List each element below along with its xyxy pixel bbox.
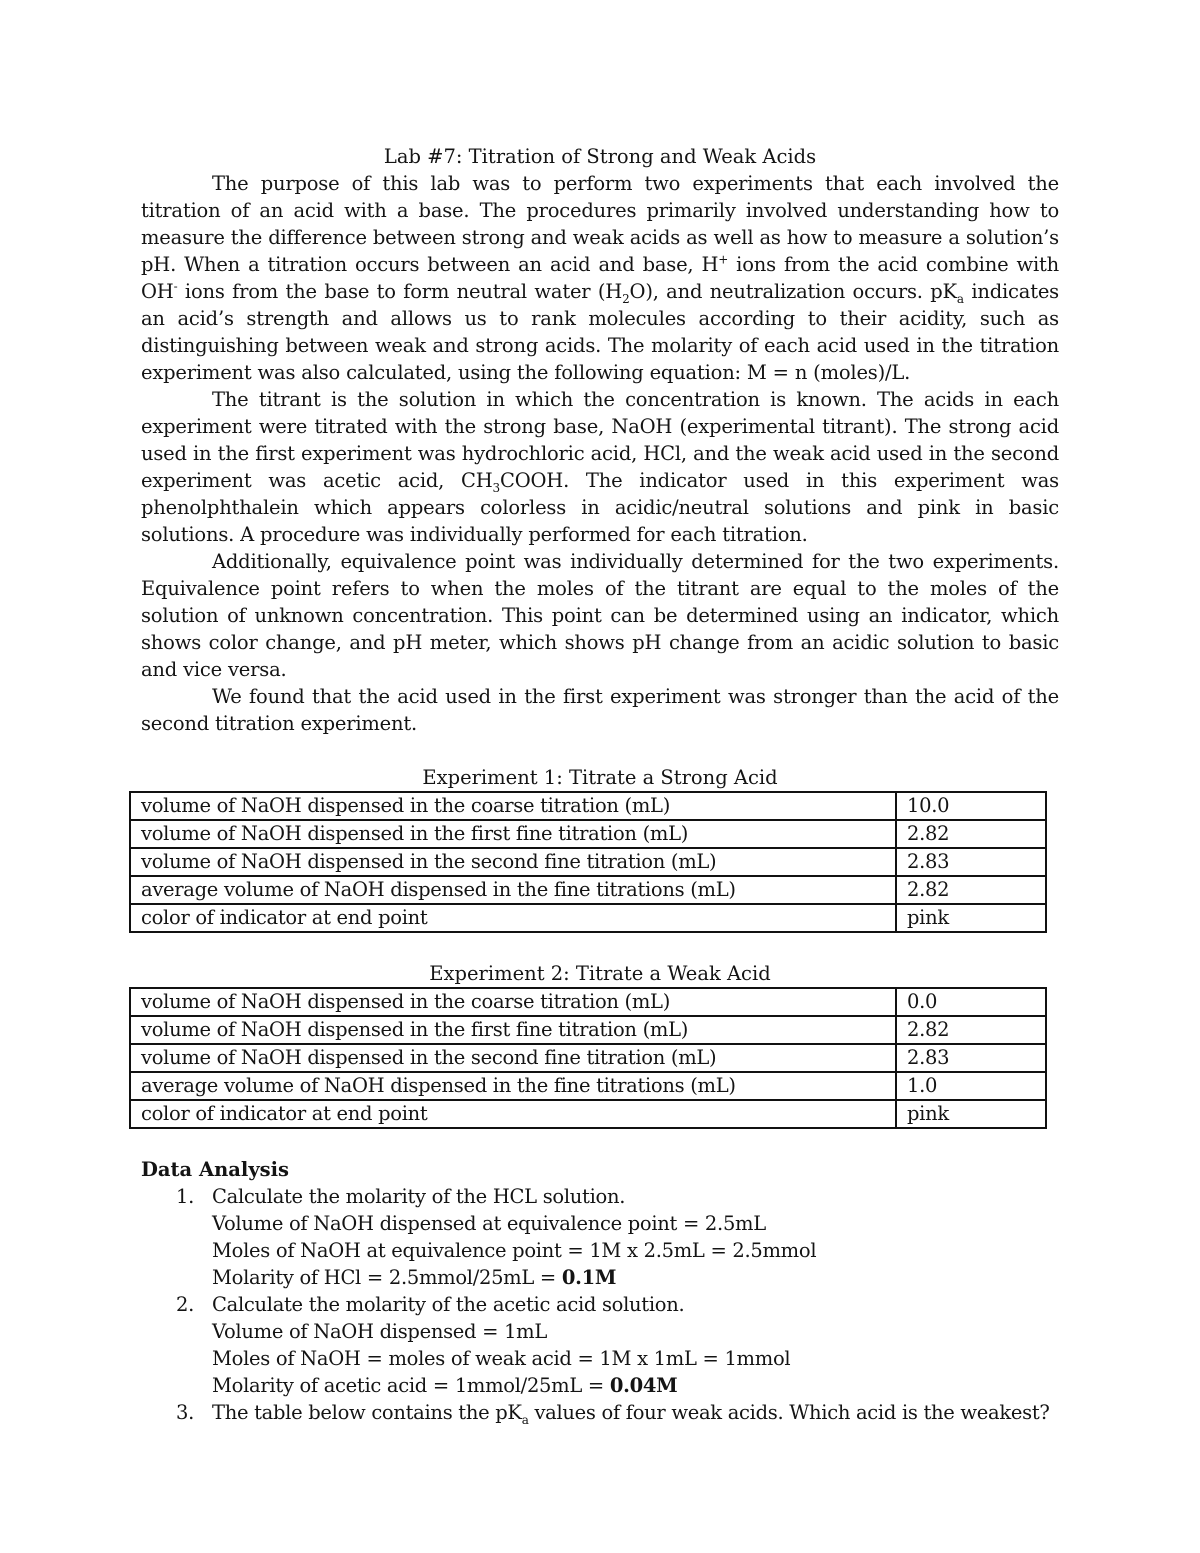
row-value: 2.82: [896, 876, 1046, 904]
intro-paragraph-3: Additionally, equivalence point was individually determined for the two experiments. Equivalence point refers to when the moles of the titrant are equal to the moles of the solution of unknown concentration. This point can be determined using an indicator, which shows color change, and pH meter, which shows pH change from an acidic solution to basic and vice versa.: [141, 550, 1059, 681]
answer-line: Moles of NaOH at equivalence point = 1M x 2.5mL = 2.5mmol: [212, 1239, 817, 1262]
table-row: [130, 820, 1046, 848]
row-label: volume of NaOH dispensed in the first fine titration (mL): [130, 1016, 896, 1044]
exp2-caption: Experiment 2: Titrate a Weak Acid: [429, 962, 771, 985]
row-label: volume of NaOH dispensed in the first fine titration (mL): [130, 820, 896, 848]
list-item: [141, 1183, 1059, 1291]
item-number: 1.: [176, 1185, 195, 1208]
answer-line: Molarity of acetic acid = 1mmol/25mL = 0.04M: [212, 1374, 678, 1397]
item-number: 3.: [176, 1401, 195, 1424]
intro-paragraph-4: We found that the acid used in the first experiment was stronger than the acid of the second titration experiment.: [141, 685, 1059, 735]
list-item: [141, 1291, 1059, 1399]
row-value: 2.82: [896, 820, 1046, 848]
row-value: 0.0: [896, 988, 1046, 1016]
exp1-caption: Experiment 1: Titrate a Strong Acid: [422, 766, 778, 789]
intro-paragraph-2: The titrant is the solution in which the concentration is known. The acids in each experiment were titrated with the strong base, NaOH (experimental titrant). The strong acid used in the first experiment was hydrochloric acid, HCl, and the weak acid used in the second experiment was acetic acid, $CH_3COOH$. The indicator used in this experiment was phenolphthalein which appears colorless in acidic/neutral solutions and pink in basic solutions. A procedure was individually performed for each titration.: [141, 388, 1059, 546]
table-row: [130, 792, 1046, 820]
row-value: 2.83: [896, 848, 1046, 876]
table-row: [130, 1016, 1046, 1044]
analysis-list: [141, 1183, 1059, 1426]
row-label: average volume of NaOH dispensed in the fine titrations (mL): [130, 1072, 896, 1100]
intro-paragraph-1: The purpose of this lab was to perform two experiments that each involved the titration of an acid with a base. The procedures primarily involved understanding how to measure the difference between strong and weak acids as well as how to measure a solution’s pH. When a titration occurs between an acid and base, H+ ions from the acid combine with OH- ions from the base to form neutral water $(H_2O)$, and neutralization occurs. $pK_a$ indicates an acid’s strength and allows us to rank molecules according to their acidity, such as distinguishing between weak and strong acids. The molarity of each acid used in the titration experiment was also calculated, using the following equation: M = n (moles)/L.: [141, 172, 1059, 384]
answer-line: Volume of NaOH dispensed = 1mL: [212, 1320, 548, 1343]
document-title: Lab #7: Titration of Strong and Weak Acids: [383, 145, 817, 168]
row-label: color of indicator at end point: [130, 904, 896, 932]
question-text: Calculate the molarity of the HCL solution.: [212, 1185, 626, 1208]
row-value: 10.0: [896, 792, 1046, 820]
document-page: [141, 143, 1059, 1426]
table-row: [130, 1044, 1046, 1072]
table-row: [130, 988, 1046, 1016]
answer-line: Volume of NaOH dispensed at equivalence point = 2.5mL: [212, 1212, 766, 1235]
row-value: pink: [896, 904, 1046, 932]
row-value: 2.82: [896, 1016, 1046, 1044]
table-row: [130, 1100, 1046, 1128]
table-row: [130, 848, 1046, 876]
question-text: The table below contains the $pK_a$ values of four weak acids. Which acid is the weakest?: [212, 1401, 1050, 1427]
table-row: [130, 1072, 1046, 1100]
answer-result: 0.04M: [609, 1374, 678, 1397]
row-label: volume of NaOH dispensed in the second fine titration (mL): [130, 848, 896, 876]
question-text: Calculate the molarity of the acetic acid solution.: [212, 1293, 685, 1316]
item-number: 2.: [176, 1293, 195, 1316]
row-value: 2.83: [896, 1044, 1046, 1072]
answer-result: 0.1M: [561, 1266, 617, 1289]
answer-line: Molarity of HCl = 2.5mmol/25mL = 0.1M: [212, 1266, 617, 1289]
row-label: volume of NaOH dispensed in the second fine titration (mL): [130, 1044, 896, 1072]
table-row: [130, 876, 1046, 904]
row-label: volume of NaOH dispensed in the coarse titration (mL): [130, 792, 896, 820]
table-row: [130, 904, 1046, 932]
answer-line: Moles of NaOH = moles of weak acid = 1M x 1mL = 1mmol: [212, 1347, 791, 1370]
data-analysis-heading: Data Analysis: [141, 1158, 290, 1181]
row-label: volume of NaOH dispensed in the coarse titration (mL): [130, 988, 896, 1016]
list-item: [141, 1399, 1059, 1426]
row-value: 1.0: [896, 1072, 1046, 1100]
exp1-table: [129, 791, 1047, 933]
row-value: pink: [896, 1100, 1046, 1128]
row-label: average volume of NaOH dispensed in the fine titrations (mL): [130, 876, 896, 904]
exp2-table: [129, 987, 1047, 1129]
row-label: color of indicator at end point: [130, 1100, 896, 1128]
